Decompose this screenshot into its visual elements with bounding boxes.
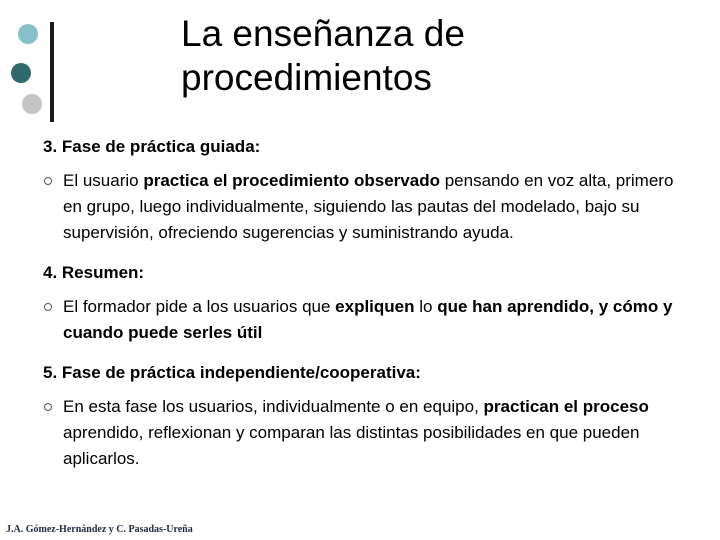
slide-content <box>43 136 693 472</box>
bullet-text: El formador pide a los usuarios que <box>63 297 336 316</box>
section-heading: 3. Fase de práctica guiada: <box>43 137 261 156</box>
bullet-text: El usuario <box>63 171 144 190</box>
bullet-item <box>43 394 693 472</box>
bullet-bold-text: practica el procedimiento observado <box>143 171 440 190</box>
decorative-circle-light-teal <box>18 24 38 44</box>
bullet-text: pensando en voz alta, primero en grupo, luego individualmente, siguiendo las pautas del modelado, bajo su supervisión, ofreciendo sugerencias y suministrando ayuda. <box>63 171 674 242</box>
bullet-text: lo <box>414 297 438 316</box>
bullet-text: En esta fase los usuarios, individualmente o en equipo, <box>63 397 484 416</box>
section-practica-guiada <box>43 136 693 246</box>
bullet-item <box>43 294 693 346</box>
footer-authors: J.A. Gómez-Hernández y C. Pasadas-Ureña <box>6 524 193 535</box>
bullet-text: aprendido, reflexionan y comparan las distintas posibilidades en que pueden aplicarlos. <box>63 423 640 468</box>
section-heading: 5. Fase de práctica independiente/cooperativa: <box>43 363 421 382</box>
decorative-circle-dark-teal <box>11 63 31 83</box>
hollow-circle-bullet-icon <box>44 403 52 411</box>
section-practica-independiente <box>43 362 693 472</box>
slide-title <box>181 12 465 100</box>
bullet-bold-text: expliquen <box>335 297 415 316</box>
decorative-circle-gray <box>22 94 42 114</box>
hollow-circle-bullet-icon <box>44 303 52 311</box>
bullet-bold-text: practican el proceso <box>483 397 649 416</box>
section-resumen <box>43 262 693 346</box>
slide-title-line-1: La enseñanza de <box>181 13 465 54</box>
bullet-bold-text: que han aprendido, y cómo y cuando puede serles útil <box>63 297 673 342</box>
title-divider-bar <box>50 22 54 122</box>
slide-title-line-2: procedimientos <box>181 57 432 98</box>
bullet-item <box>43 168 693 246</box>
hollow-circle-bullet-icon <box>44 177 52 185</box>
section-heading: 4. Resumen: <box>43 263 145 282</box>
